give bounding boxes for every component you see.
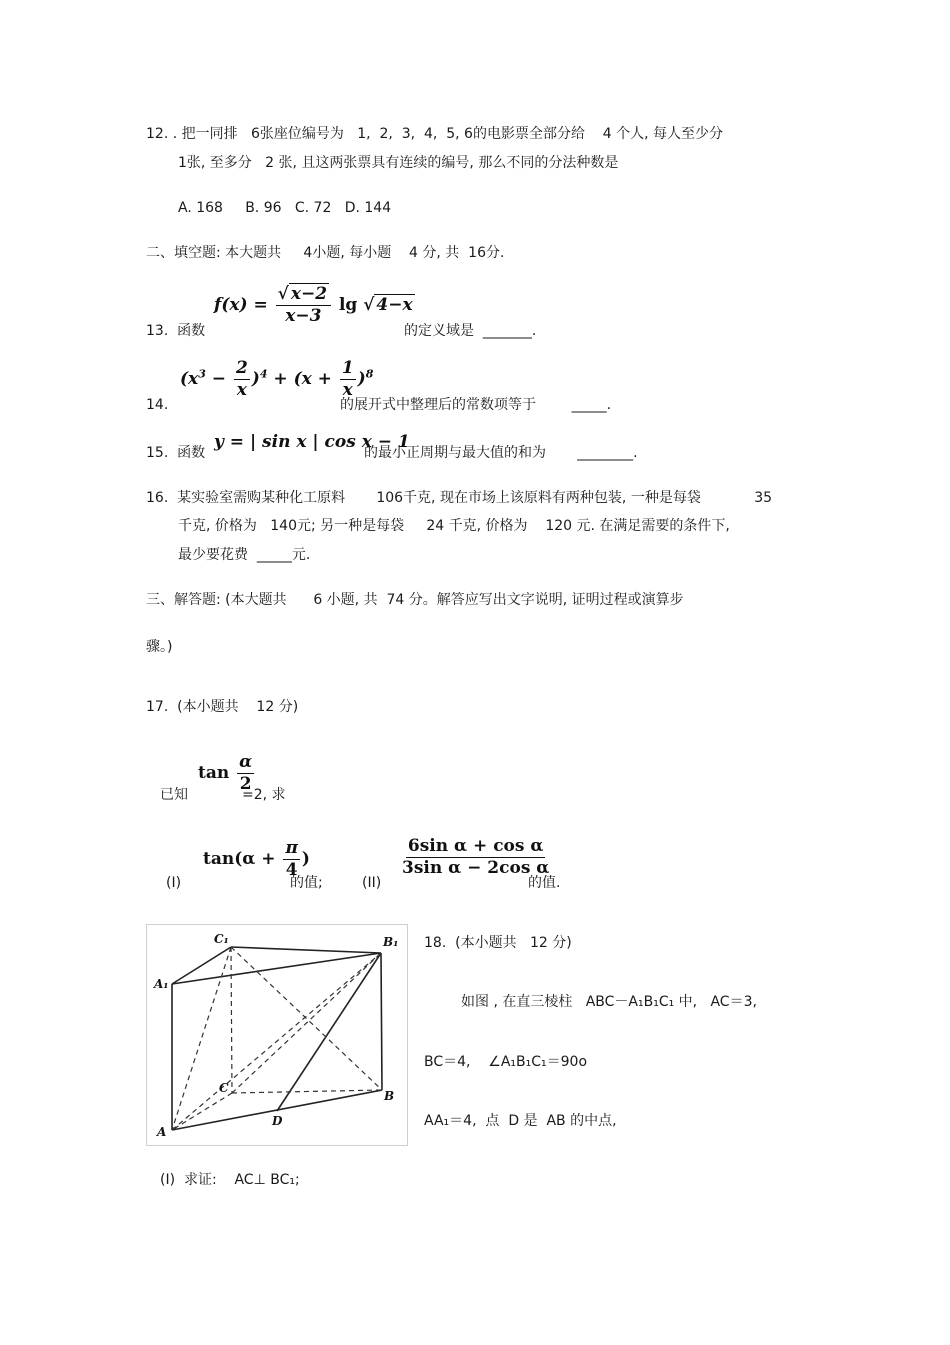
q14-formula: [180, 360, 373, 399]
q13-lg: lg: [338, 295, 358, 315]
q17-given-suffix: =2, 求: [242, 787, 286, 803]
q14-frac2: [340, 360, 356, 399]
q14-frac2-den: x: [342, 380, 353, 400]
q17-part1-num: π: [285, 838, 298, 858]
q13-fraction: [276, 286, 331, 325]
q12-options: A. 168 B. 96 C. 72 D. 144: [178, 200, 392, 216]
q18-part1: (I) 求证: AC⊥ BC₁;: [160, 1172, 300, 1188]
edge-c1-a1: [172, 947, 231, 984]
q17-part2-label: (II): [362, 875, 382, 891]
q17-part1-label: (I): [166, 875, 182, 891]
q13-lhs: f(x) =: [214, 295, 268, 315]
q14-p3: ): [357, 369, 366, 389]
q13-suffix: 的定义域是 _______.: [404, 323, 537, 339]
q17-tan-num: α: [239, 752, 253, 772]
q15-prefix: 15. 函数: [146, 445, 206, 461]
prism-figure: [146, 924, 408, 1146]
q18-line2: BC＝4, ∠A₁B₁C₁＝90o: [424, 1054, 588, 1070]
q14-p1: (x: [180, 369, 199, 389]
q13-formula: f(x) = $\frac{√ x-2}{x-3}$ lg √ 4−x: [214, 284, 413, 326]
q17-part2-suffix: 的值.: [528, 875, 561, 891]
edge-c-b1: [232, 953, 381, 1093]
q14-frac1-den: x: [236, 380, 247, 400]
label-b1: B₁: [383, 935, 399, 949]
q14-prefix: 14.: [146, 397, 169, 413]
q17-part1-fn: tan(α +: [203, 849, 282, 869]
q18-line3: AA₁＝4, 点 D 是 AB 的中点,: [424, 1113, 617, 1129]
q13-fraction-num: √ x−2: [276, 286, 331, 306]
q14-m2: + (x +: [267, 369, 338, 389]
q13-sqrt1: x−2: [290, 284, 328, 304]
edge-c1-b: [231, 947, 382, 1090]
q13-prefix: 13. 函数: [146, 323, 206, 339]
q14-m1: −: [205, 369, 232, 389]
q17-heading: 17. (本小题共 12 分): [146, 699, 299, 715]
q16-line1: 16. 某实验室需购某种化工原料 106千克, 现在市场上该原料有两种包装, 一种是每袋 35: [146, 490, 773, 506]
q17-tan-den: 2: [239, 774, 252, 794]
edge-a1-b1: [172, 953, 381, 984]
figure-frame: [147, 925, 408, 1146]
section3-line2: 骤。): [146, 639, 173, 655]
label-a: A: [157, 1125, 167, 1139]
edge-c1-c: [231, 947, 232, 1093]
q18-heading: 18. (本小题共 12 分): [424, 935, 572, 951]
label-a1: A₁: [154, 977, 169, 991]
edge-b1-b: [381, 953, 382, 1090]
q17-part2-num: 6sin α + cos α: [407, 836, 544, 856]
q17-part2-frac: [400, 838, 551, 877]
section2-heading: 二、填空题: 本大题共 4小题, 每小题 4 分, 共 16分.: [146, 245, 505, 261]
q14-frac1-num: 2: [235, 358, 248, 378]
label-d: D: [272, 1114, 283, 1128]
q17-part2-den: 3sin α − 2cos α: [402, 858, 550, 878]
q17-tan-fn: tan: [198, 763, 230, 783]
q14-suffix: 的展开式中整理后的常数项等于 _____.: [340, 397, 612, 413]
q16-line2: 千克, 价格为 140元; 另一种是每袋 24 千克, 价格为 120 元. 在满足需要的条件下,: [178, 518, 730, 534]
q17-given-prefix: 已知: [160, 787, 188, 803]
solid-edges: [172, 947, 382, 1130]
q13-fraction-den: x−3: [285, 306, 322, 326]
q12-line2: 1张, 至多分 2 张, 且这两张票具有连续的编号, 那么不同的分法种数是: [178, 155, 619, 171]
q15-formula: y = | sin x | cos x − 1: [214, 432, 410, 452]
edge-c-b: [232, 1090, 382, 1093]
edge-c1-b1: [231, 947, 381, 953]
q14-p2: ): [251, 369, 260, 389]
q16-line3: 最少要花费 _____元.: [178, 547, 311, 563]
q17-part1-close: ): [301, 849, 310, 869]
q17-part2-formula: [398, 838, 553, 877]
q14-frac1: [234, 360, 250, 399]
q12-line1: 12. . 把一同排 6张座位编号为 1, 2, 3, 4, 5, 6的电影票全部分给 4 个人, 每人至少分: [146, 126, 724, 142]
q17-part1-suffix: 的值;: [290, 875, 323, 891]
q15-suffix: 的最小正周期与最大值的和为 ________.: [364, 445, 638, 461]
edge-c1-a: [172, 947, 231, 1130]
label-b: B: [384, 1089, 395, 1103]
q14-e2: 4: [259, 367, 268, 381]
q18-line1: 如图 , 在直三棱柱 ABC－A₁B₁C₁ 中, AC＝3,: [461, 994, 757, 1010]
q14-e3: 8: [365, 367, 374, 381]
edge-d-b1: [277, 953, 381, 1111]
hidden-edges: [172, 947, 382, 1130]
q13-sqrt2: 4−x: [376, 295, 413, 315]
section3-line1: 三、解答题: (本大题共 6 小题, 共 74 分。解答应写出文字说明, 证明过程或演算步: [146, 592, 684, 608]
label-c1: C₁: [214, 932, 229, 946]
q14-frac2-num: 1: [341, 358, 354, 378]
q17-part1-den: 4: [285, 860, 298, 880]
q14-e1: 3: [198, 367, 206, 381]
label-c: C: [219, 1081, 229, 1095]
